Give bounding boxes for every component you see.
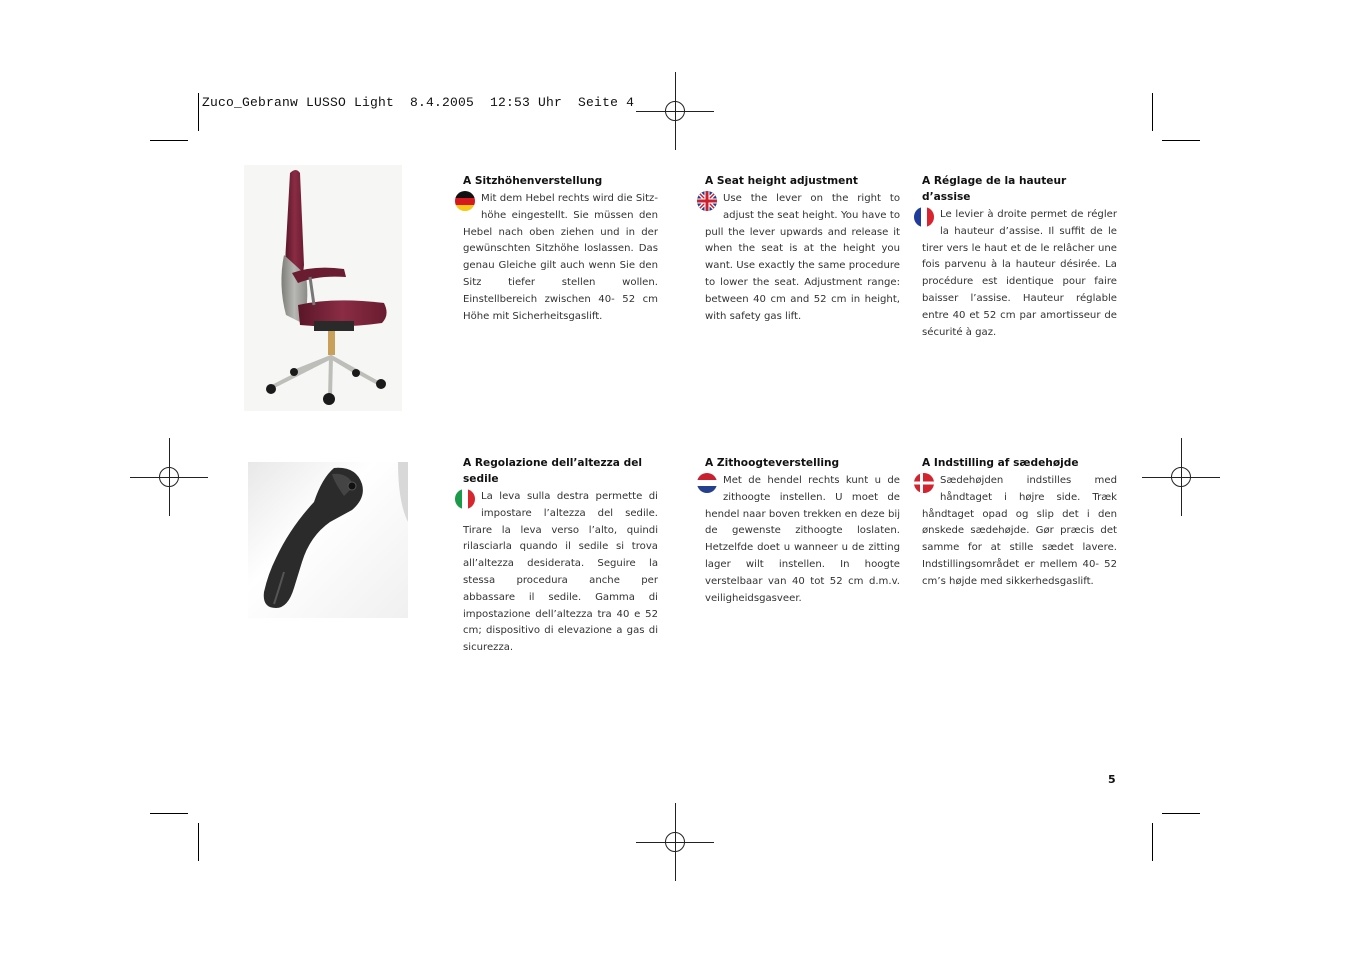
section-german <box>463 173 658 325</box>
section-body: Met de hendel rechts kunt u de zithoogte instellen. U moet de hendel naar boven trekken en deze bij de gewenste zithoogte loslaten. Hetzelfde doet u wanneer u de zitting lager wilt instellen. In hoogte verstelbaar van 40 tot 52 cm d.m.v. veiligheidsgasveer. <box>705 475 900 604</box>
crop-mark <box>198 823 199 861</box>
crop-mark <box>150 813 188 814</box>
danish-flag-icon <box>914 473 934 493</box>
french-flag-icon <box>914 207 934 227</box>
section-french <box>922 173 1117 341</box>
registration-mark-top <box>636 72 714 150</box>
print-slug: Zuco_Gebranw LUSSO Light 8.4.2005 12:53 Uhr Seite 4 <box>202 95 635 110</box>
crop-mark <box>1152 823 1153 861</box>
crop-mark <box>1162 813 1200 814</box>
section-title: A Réglage de la hauteur d’assise <box>922 175 1067 203</box>
registration-mark-left <box>130 438 208 516</box>
section-body: Le levier à droite permet de régler la hauteur d’assise. Il suffit de le tirer vers le haut et de le relâcher une fois parvenu à la hauteur désirée. La procédure est identique pour faire baisser l’assise. Hauteur réglable entre 40 et 52 cm par amortisseur de sécurité à gaz. <box>922 209 1117 338</box>
registration-mark-bottom <box>636 803 714 881</box>
section-title: A Seat height adjustment <box>705 175 858 187</box>
crop-mark <box>1152 93 1153 131</box>
dutch-flag-icon <box>697 473 717 493</box>
section-body: Mit dem Hebel rechts wird die Sitzhöhe eingestellt. Sie müssen den Hebel nach oben ziehen und in der gewünschten Sitzhöhe loslassen. Das genau Gleiche gilt auch wenn Sie den Sitz tiefer stellen wollen. Einstellbereich zwischen 40- 52 cm Höhe mit Sicherheitsgaslift. <box>463 193 658 322</box>
lever-photo <box>248 462 408 618</box>
section-title: A Zithoogteverstelling <box>705 457 840 469</box>
crop-mark <box>150 140 188 141</box>
section-body: Use the lever on the right to adjust the seat height. You have to pull the lever upwards and release it when the seat is at the height you want. Use exactly the same procedure to lower the seat. Adjustment range: between 40 cm and 52 cm in height, with safety gas lift. <box>705 193 900 322</box>
section-title: A Regolazione dell’altezza del sedile <box>463 457 643 485</box>
crop-mark <box>1162 140 1200 141</box>
section-danish <box>922 455 1117 591</box>
section-body: Sædehøjden indstilles med håndtaget i højre side. Træk håndtaget opad og slip det i den ønskede sædehøjde. Gør præcis det samme for at stille sædet lavere. Indstillingsområdet er mellem 40- 52 cm’s højde med sikkerhedsgaslift. <box>922 475 1117 587</box>
section-body: La leva sulla destra permette di impostare l’altezza del sedile. Tirare la leva verso l’alto, quindi rilasciarla quando il sedile si trova all’altezza desiderata. Seguire la stessa procedura anche per abbassare il sedile. Gamma di impostazione dell’altezza tra 40 e 52 cm; dispositivo di elevazione a gas di sicurezza. <box>463 491 658 654</box>
registration-mark-right <box>1142 438 1220 516</box>
italian-flag-icon <box>455 489 475 509</box>
crop-mark <box>198 93 199 131</box>
page-number: 5 <box>1108 773 1116 786</box>
section-italian <box>463 455 658 657</box>
section-title: A Sitzhöhenverstellung <box>463 175 603 187</box>
chair-photo <box>244 165 402 411</box>
section-dutch <box>705 455 900 607</box>
uk-flag-icon <box>697 191 717 211</box>
german-flag-icon <box>455 191 475 211</box>
section-title: A Indstilling af sædehøjde <box>922 457 1079 469</box>
section-english <box>705 173 900 325</box>
